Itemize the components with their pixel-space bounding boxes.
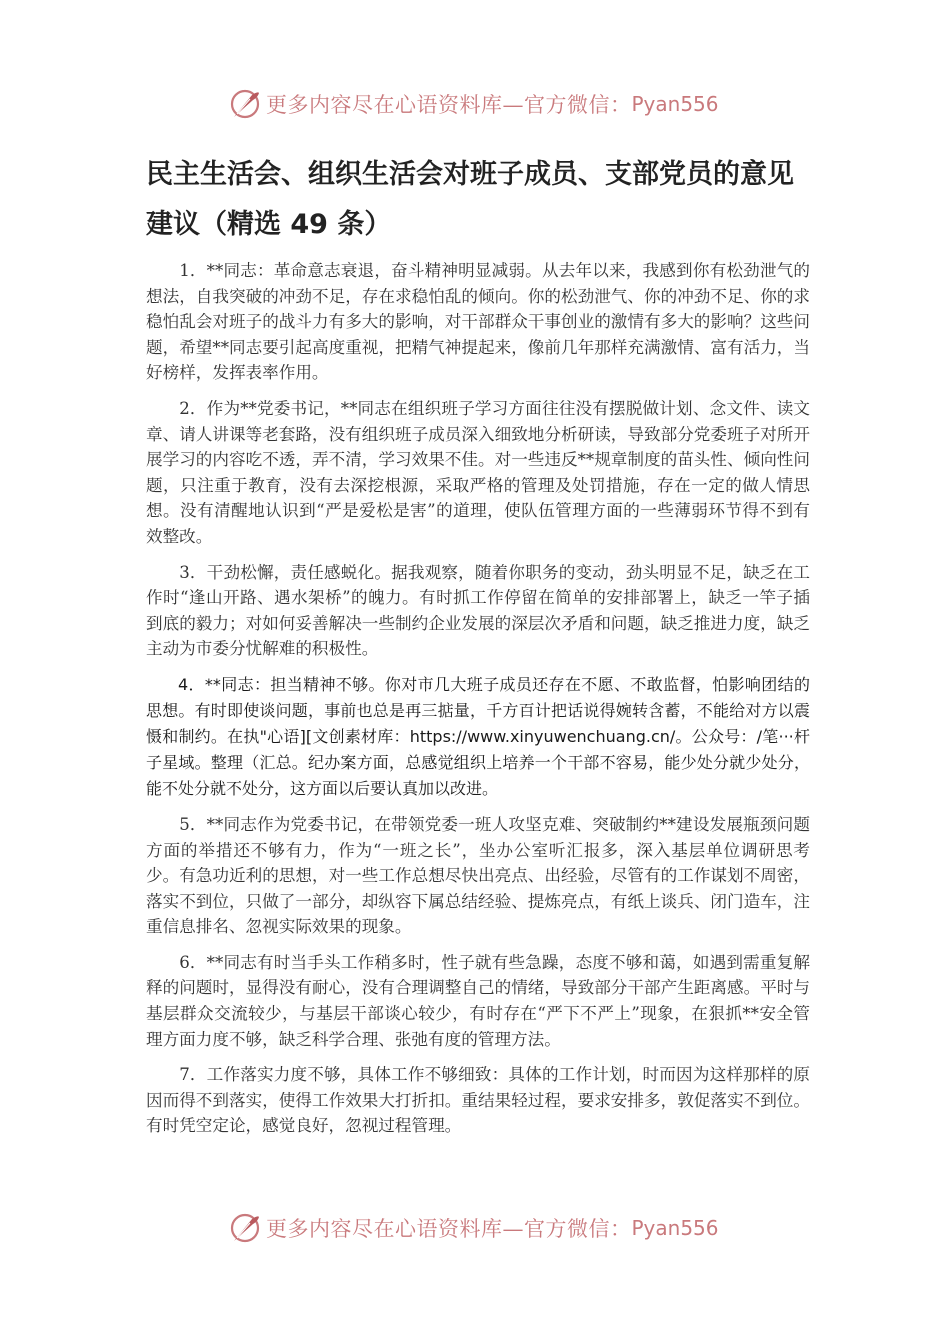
footer-banner bbox=[228, 1208, 748, 1248]
quill-pen-logo-icon bbox=[228, 87, 262, 121]
paragraph-2: 2．作为**党委书记，**同志在组织班子学习方面往往没有摆脱做计划、念文件、读文章、请人讲课等老套路，没有组织班子成员深入细致地分析研读，导致部分党委班子对所开展学习的内容吃不透，弄不清，学习效果不佳。对一些违反**规章制度的苗头性、倾向性问题，只注重于教育，没有去深挖根源，采取严格的管理及处罚措施，存在一定的做人情思想。没有清醒地认识到“严是爱松是害”的道理，使队伍管理方面的一些薄弱环节得不到有效整改。 bbox=[146, 398, 810, 546]
paragraph-3: 3．干劲松懈，责任感蜕化。据我观察，随着你职务的变动，劲头明显不足，缺乏在工作时“逢山开路、遇水架桥”的魄力。有时抓工作停留在简单的安排部署上，缺乏一竿子插到底的毅力；对如何妥善解决一些制约企业发展的深层次矛盾和问题，缺乏推进力度，缺乏主动为市委分忧解难的积极性。 bbox=[146, 562, 810, 659]
paragraph-7: 7．工作落实力度不够，具体工作不够细致：具体的工作计划，时而因为这样那样的原因而得不到落实，使得工作效果大打折扣。重结果轻过程，要求安排多，敦促落实不到位。有时凭空定论，感觉良好，忽视过程管理。 bbox=[146, 1065, 810, 1136]
document-title: 民主生活会、组织生活会对班子成员、支部党员的意见建议（精选 49 条） bbox=[146, 159, 794, 240]
quill-pen-logo-icon bbox=[228, 1211, 262, 1245]
banner-text: 更多内容尽在心语资料库—官方微信： bbox=[266, 1217, 632, 1241]
paragraph-4: 4．**同志：担当精神不够。你对市几大班子成员还存在不愿、不敢监督，怕影响团结的思想。有时即使谈问题，事前也总是再三掂量，千方百计把话说得婉转含蓄，不能给对方以震慑和制约。在执"心语][文创素材库：https://www.xinyuwenchuang.cn/。公众号：/笔···杆子星域。整理（汇总。纪办案方面，总感觉组织上培养一个干部不容易，能少处分就少处分，能不处分就不处分，这方面以后要认真加以改进。 bbox=[146, 674, 810, 798]
banner-wechat-id: Pyan556 bbox=[631, 1216, 719, 1240]
paragraph-5: 5．**同志作为党委书记，在带领党委一班人攻坚克难、突破制约**建设发展瓶颈问题方面的举措还不够有力，作为“一班之长”，坐办公室听汇报多，深入基层单位调研思考少。有急功近利的思想，对一些工作总想尽快出亮点、出经验，尽管有的工作谋划不周密，落实不到位，只做了一部分，却纵容下属总结经验、提炼亮点，有纸上谈兵、闭门造车，注重信息排名、忽视实际效果的现象。 bbox=[146, 814, 810, 937]
banner-wechat-id: Pyan556 bbox=[631, 92, 719, 116]
header-banner bbox=[228, 84, 748, 124]
paragraph-1: 1．**同志：革命意志衰退，奋斗精神明显减弱。从去年以来，我感到你有松劲泄气的想法，自我突破的冲劲不足，存在求稳怕乱的倾向。你的松劲泄气、你的冲劲不足、你的求稳怕乱会对班子的战斗力有多大的影响，对干部群众干事创业的激情有多大的影响？这些问题，希望**同志要引起高度重视，把精气神提起来，像前几年那样充满激情、富有活力，当好榜样，发挥表率作用。 bbox=[146, 261, 810, 383]
document-body bbox=[146, 258, 810, 1149]
banner-text: 更多内容尽在心语资料库—官方微信： bbox=[266, 93, 632, 117]
paragraph-6: 6．**同志有时当手头工作稍多时，性子就有些急躁，态度不够和蔼，如遇到需重复解释的问题时，显得没有耐心，没有合理调整自己的情绪，导致部分干部产生距离感。平时与基层群众交流较少，与基层干部谈心较少，有时存在“严下不严上”现象，在狠抓**安全管理方面力度不够，缺乏科学合理、张弛有度的管理方法。 bbox=[146, 952, 810, 1049]
